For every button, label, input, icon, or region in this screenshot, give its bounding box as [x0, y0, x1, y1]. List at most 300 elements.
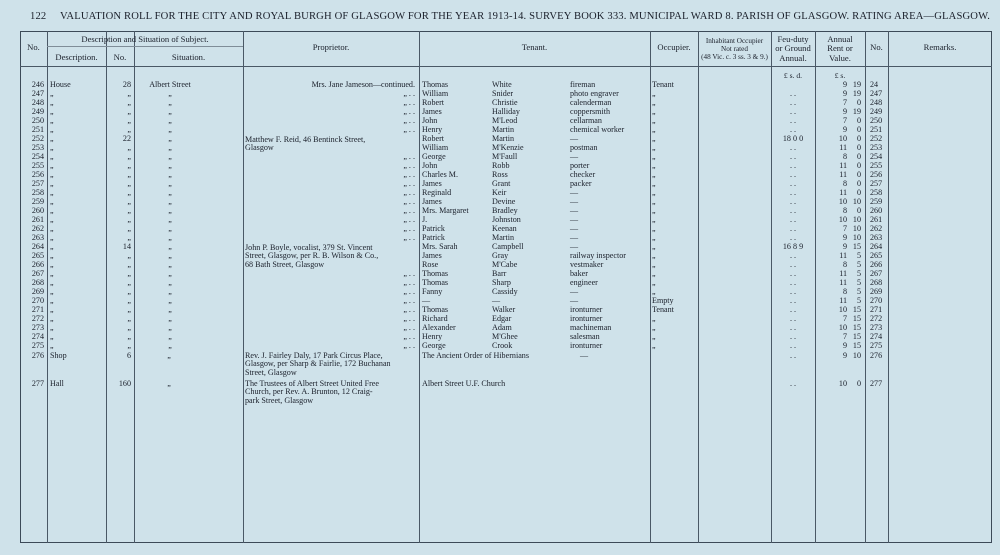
row-rent-pounds: 11 — [839, 169, 847, 179]
row-rent-pounds: 9 — [842, 88, 847, 98]
row-number: „ — [127, 223, 131, 233]
row-proprietor: „ . . — [403, 268, 415, 278]
row-occupier: „ — [652, 340, 656, 350]
row-situation: „ — [168, 142, 172, 152]
row-rent-pounds: 10 — [838, 304, 847, 314]
row-occupier: „ — [652, 322, 656, 332]
row-rent-shillings: 5 — [856, 259, 861, 269]
row-tenant-first-name: Rose — [422, 259, 439, 269]
row-proprietor: „ . . — [403, 214, 415, 224]
row-no-right: 268 — [870, 277, 883, 287]
row-occupier: „ — [652, 133, 656, 143]
row-no-right: 264 — [870, 241, 883, 251]
row-proprietor: „ . . — [403, 322, 415, 332]
row-no-right: 274 — [870, 331, 883, 341]
row-no: 267 — [31, 268, 44, 278]
col-header-number: No. — [113, 52, 127, 62]
row-rent-shillings: 10 — [852, 232, 861, 242]
row-description: „ — [50, 268, 54, 278]
row-description: „ — [50, 277, 54, 287]
proprietor-daly — [245, 352, 391, 377]
row-proprietor: „ . . — [403, 232, 415, 242]
row-tenant-first-name: William — [422, 88, 449, 98]
row-tenant-surname: Gray — [492, 250, 509, 260]
row-rent-pounds: 7 — [842, 313, 847, 323]
row-feu: . . — [789, 331, 797, 341]
row-no: 258 — [31, 187, 44, 197]
row-no: 253 — [31, 142, 44, 152]
row-number: „ — [127, 142, 131, 152]
row-rent-shillings: 10 — [852, 223, 861, 233]
row-occupation: ironturner — [570, 304, 603, 314]
row-proprietor: „ . . — [403, 169, 415, 179]
row-proprietor: „ . . — [403, 277, 415, 287]
row-no-right: 254 — [870, 151, 883, 161]
row-rent-shillings: 15 — [852, 313, 861, 323]
proprietor-boyle — [245, 244, 378, 269]
row-rent-pounds: 8 — [842, 259, 847, 269]
row-rent-shillings: 0 — [856, 169, 861, 179]
row-no-right: 257 — [870, 178, 883, 188]
row-tenant-surname: M'Ghee — [492, 331, 518, 341]
row-occupier: „ — [652, 106, 656, 116]
row-occupation: — — [570, 286, 579, 296]
row-description: „ — [50, 187, 54, 197]
row-number: „ — [127, 250, 131, 260]
row-occupier: „ — [652, 277, 656, 287]
col-header-no: No. — [27, 42, 40, 52]
row-situation: „ — [168, 295, 172, 305]
row-feu: 18 0 0 — [782, 133, 804, 143]
row-rent-shillings: 5 — [856, 250, 861, 260]
row-situation: „ — [168, 223, 172, 233]
table-row — [0, 315, 1000, 323]
row-feu: . . — [789, 250, 797, 260]
row-no: 247 — [31, 88, 44, 98]
row-occupation: baker — [570, 268, 588, 278]
row-tenant-surname: Cassidy — [492, 286, 518, 296]
row-description: „ — [50, 160, 54, 170]
table-row — [0, 252, 1000, 260]
row-description: „ — [50, 205, 54, 215]
row-rent-shillings: 19 — [852, 106, 861, 116]
row-no-right: 266 — [870, 259, 883, 269]
row-tenant-first-name: John — [422, 115, 438, 125]
row-tenant-first-name: — — [422, 295, 431, 305]
row-tenant-first-name: Thomas — [422, 277, 449, 287]
row-description: „ — [50, 259, 54, 269]
row-no-right: 271 — [870, 304, 883, 314]
row-rent-shillings: 0 — [856, 115, 861, 125]
col-header-inhabitant-line: (48 Vic. c. 3 ss. 3 & 9.) — [701, 53, 768, 62]
row-no-right: 269 — [870, 286, 883, 296]
row-rent-shillings: 0 — [856, 187, 861, 197]
row-occupier: „ — [652, 223, 656, 233]
row-description: „ — [50, 169, 54, 179]
col-header-rent-line: Rent or — [827, 43, 853, 54]
row-proprietor: „ . . — [403, 178, 415, 188]
row-feu: . . — [789, 160, 797, 170]
table-row — [0, 144, 1000, 152]
row-description: „ — [50, 340, 54, 350]
col-header-description: Description. — [55, 52, 98, 62]
row-no: 256 — [31, 169, 44, 179]
row-no: 276 — [31, 351, 44, 360]
row-tenant-first-name: George — [422, 340, 446, 350]
row-occupier: „ — [652, 250, 656, 260]
row-feu: . . — [789, 313, 797, 323]
proprietor-line: park Street, Glasgow — [245, 395, 314, 405]
row-no: 275 — [31, 340, 44, 350]
row-tenant-first-name: James — [422, 178, 442, 188]
row-situation: „ — [168, 241, 172, 251]
row-no: 249 — [31, 106, 44, 116]
table-row — [0, 216, 1000, 224]
row-occupier: „ — [652, 187, 656, 197]
proprietor-line: Street, Glasgow — [245, 367, 297, 377]
row-tenant-first-name: George — [422, 151, 446, 161]
row-no-right: 265 — [870, 250, 883, 260]
row-feu: . . — [789, 379, 797, 388]
row-feu: . . — [789, 277, 797, 287]
table-row — [0, 207, 1000, 215]
row-no: 248 — [31, 97, 44, 107]
row-rent-pounds: 11 — [839, 295, 847, 305]
row-tenant-surname: White — [492, 79, 512, 89]
row-feu: . . — [789, 205, 797, 215]
row-feu: . . — [789, 340, 797, 350]
row-rent-pounds: 7 — [842, 115, 847, 125]
row-tenant-surname: Bradley — [492, 205, 518, 215]
row-tenant-first-name: James — [422, 250, 442, 260]
row-rent-shillings: 19 — [852, 79, 861, 89]
row-tenant-surname: Christie — [492, 97, 518, 107]
row-rent-pounds: 11 — [839, 160, 847, 170]
row-tenant-first-name: Charles M. — [422, 169, 458, 179]
row-feu: . . — [789, 196, 797, 206]
col-header-rent-line: Annual — [827, 34, 853, 44]
row-situation: „ — [168, 304, 172, 314]
row-proprietor: „ . . — [403, 223, 415, 233]
row-situation: „ — [168, 133, 172, 143]
row-feu: . . — [789, 304, 797, 314]
row-rent-pounds: 8 — [842, 205, 847, 215]
row-description: Hall — [50, 379, 64, 388]
row-tenant-surname: Devine — [492, 196, 516, 206]
row-no: 266 — [31, 259, 44, 269]
row-occupier: Empty — [652, 295, 674, 305]
row-no-right: 255 — [870, 160, 883, 170]
row-proprietor: „ . . — [403, 295, 415, 305]
row-number: „ — [127, 115, 131, 125]
row-no-right: 258 — [870, 187, 883, 197]
row-rent-shillings: 0 — [856, 97, 861, 107]
row-feu: . . — [789, 214, 797, 224]
proprietor-trustees — [245, 380, 379, 405]
table-row — [0, 126, 1000, 134]
rent-currency-label: £ s. — [834, 71, 846, 80]
row-tenant-surname: Martin — [492, 232, 515, 242]
row-proprietor: „ . . — [403, 313, 415, 323]
row-no-right: 252 — [870, 133, 883, 143]
row-tenant: The Ancient Order of Hibernians — [422, 351, 529, 360]
row-no-right: 24 — [870, 79, 879, 89]
table-row — [0, 171, 1000, 179]
row-tenant-surname: Campbell — [492, 241, 524, 251]
row-tenant-first-name: Mrs. Sarah — [422, 241, 458, 251]
row-number: „ — [127, 340, 131, 350]
rule — [20, 66, 992, 67]
table-row — [0, 261, 1000, 269]
row-occupation: chemical worker — [570, 124, 625, 134]
row-rent-pounds: 9 — [842, 232, 847, 242]
row-occupation: — — [570, 223, 579, 233]
row-rent-shillings: 0 — [856, 124, 861, 134]
row-no-right: 273 — [870, 322, 883, 332]
row-occupier: „ — [652, 97, 656, 107]
row-occupation: — — [570, 205, 579, 215]
row-occupation: coppersmith — [570, 106, 611, 116]
table-row — [0, 198, 1000, 206]
row-no: 264 — [31, 241, 44, 251]
row-occupation: — — [570, 232, 579, 242]
row-occupation: — — [570, 241, 579, 251]
col-header-remarks: Remarks. — [923, 42, 957, 52]
row-proprietor: Mrs. Jane Jameson—continued. — [311, 79, 415, 89]
row-occupier: Tenant — [652, 304, 674, 314]
row-occupier: „ — [652, 115, 656, 125]
row-tenant-surname: Johnston — [492, 214, 521, 224]
row-no-right: 251 — [870, 124, 883, 134]
row-proprietor: „ . . — [403, 97, 415, 107]
row-occupation: — — [570, 133, 579, 143]
row-occupation: engineer — [570, 277, 598, 287]
row-description: „ — [50, 106, 54, 116]
row-situation: „ — [168, 214, 172, 224]
col-header-feu-line: Feu-duty — [777, 34, 809, 44]
row-occupation: calenderman — [570, 97, 612, 107]
row-tenant-surname: Grant — [492, 178, 511, 188]
row-no: 262 — [31, 223, 44, 233]
row-occupation: packer — [570, 178, 592, 188]
row-description: „ — [50, 241, 54, 251]
row-situation: „ — [168, 286, 172, 296]
row-tenant-surname: Martin — [492, 133, 515, 143]
row-no-right: 262 — [870, 223, 883, 233]
table-row — [0, 153, 1000, 161]
page-title: VALUATION ROLL FOR THE CITY AND ROYAL BURGH OF GLASGOW FOR THE YEAR 1913-14. SURVEY BOOK 333. MUNICIPAL WARD 8. PARISH OF GLASGOW. RATING AREA—GLASGOW. — [60, 11, 991, 22]
row-tenant-first-name: Henry — [422, 331, 443, 341]
row-number: „ — [127, 151, 131, 161]
row-situation: „ — [168, 169, 172, 179]
row-situation: „ — [167, 351, 171, 360]
table-row — [0, 297, 1000, 305]
proprietor-line: The Trustees of Albert Street United Free — [245, 379, 379, 388]
row-occupier: „ — [652, 124, 656, 134]
row-rent-pounds: 11 — [839, 250, 847, 260]
row-rent-shillings: 0 — [856, 178, 861, 188]
row-situation: „ — [168, 259, 172, 269]
row-tenant-surname: M'Faull — [492, 151, 518, 161]
row-rent-shillings: 0 — [856, 133, 861, 143]
col-header-rent-line: Value. — [829, 52, 851, 63]
row-feu: . . — [789, 97, 797, 107]
row-proprietor: „ . . — [403, 205, 415, 215]
row-no: 265 — [31, 250, 44, 260]
row-description: „ — [50, 124, 54, 134]
row-description: Shop — [50, 351, 67, 360]
row-situation: „ — [168, 115, 172, 125]
row-tenant-surname: Adam — [492, 322, 512, 332]
row-rent-pounds: 9 — [842, 106, 847, 116]
row-rent-pounds: 9 — [842, 124, 847, 134]
row-proprietor: „ . . — [403, 88, 415, 98]
table-row — [0, 117, 1000, 125]
row-tenant-surname: — — [492, 295, 501, 305]
row-rent-shillings: 0 — [856, 205, 861, 215]
row-occupier: „ — [652, 151, 656, 161]
row-description: „ — [50, 232, 54, 242]
row-proprietor: „ . . — [403, 196, 415, 206]
row-rent-pounds: 8 — [842, 178, 847, 188]
row-occupier: „ — [652, 286, 656, 296]
row-tenant-first-name: Thomas — [422, 304, 449, 314]
row-description: „ — [50, 250, 54, 260]
row-occupier: „ — [652, 160, 656, 170]
row-tenant-first-name: Robert — [422, 133, 445, 143]
row-no-right: 250 — [870, 115, 883, 125]
row-occupier: „ — [652, 331, 656, 341]
row-tenant-first-name: Fanny — [422, 286, 443, 296]
proprietor-line: Church, per Rev. A. Brunton, 12 Craig- — [245, 387, 373, 397]
row-description: „ — [50, 331, 54, 341]
row-tenant-first-name: Thomas — [422, 268, 449, 278]
row-number: „ — [127, 268, 131, 278]
row-occupation: photo engraver — [570, 88, 619, 98]
row-rent-pounds: 7 — [842, 97, 847, 107]
row-feu: . . — [789, 259, 797, 269]
row-occupier: „ — [652, 205, 656, 215]
row-occupier: „ — [652, 169, 656, 179]
row-number: „ — [127, 160, 131, 170]
row-tenant-surname: Martin — [492, 124, 515, 134]
table-row — [0, 243, 1000, 251]
row-number: „ — [127, 88, 131, 98]
row-no: 268 — [31, 277, 44, 287]
row-rent-shillings: 5 — [856, 268, 861, 278]
row-feu: . . — [789, 322, 797, 332]
row-rent-pounds: 7 — [842, 331, 847, 341]
row-rent-shillings: 0 — [856, 160, 861, 170]
row-situation: „ — [168, 160, 172, 170]
row-tenant-first-name: Alexander — [422, 322, 456, 332]
row-situation: „ — [168, 187, 172, 197]
row-tenant-first-name: James — [422, 196, 442, 206]
row-occupation: salesman — [570, 331, 600, 341]
row-occupation: ironturner — [570, 340, 603, 350]
table-row — [0, 234, 1000, 242]
row-description: „ — [50, 178, 54, 188]
row-no: 250 — [31, 115, 44, 125]
row-description: „ — [50, 151, 54, 161]
row-no-right: 277 — [870, 379, 883, 388]
row-no-right: 261 — [870, 214, 883, 224]
row-proprietor: „ . . — [403, 151, 415, 161]
row-situation: „ — [168, 106, 172, 116]
row-tenant-first-name: James — [422, 106, 442, 116]
row-occupation: — — [580, 351, 589, 360]
row-number: 14 — [122, 241, 131, 251]
col-header-feu-line: Annual. — [779, 52, 807, 63]
row-tenant-surname: M'Kenzie — [492, 142, 524, 152]
table-row — [0, 108, 1000, 116]
row-description: „ — [50, 133, 54, 143]
row-description: „ — [50, 295, 54, 305]
table-row — [0, 342, 1000, 350]
row-occupation: ironturner — [570, 313, 603, 323]
row-no: 271 — [31, 304, 44, 314]
row-no: 270 — [31, 295, 44, 305]
row-feu: . . — [789, 286, 797, 296]
row-proprietor: „ . . — [403, 286, 415, 296]
row-tenant-surname: Ross — [492, 169, 508, 179]
row-tenant-first-name: Robert — [422, 97, 445, 107]
row-feu: . . — [789, 232, 797, 242]
row-occupation: cellarman — [570, 115, 602, 125]
row-tenant-first-name: Mrs. Margaret — [422, 205, 469, 215]
proprietor-line: Street, Glasgow, per R. B. Wilson & Co., — [245, 251, 379, 261]
row-no-right: 248 — [870, 97, 883, 107]
row-description: „ — [50, 214, 54, 224]
row-occupation: — — [570, 196, 579, 206]
row-rent-shillings: 10 — [852, 196, 861, 206]
row-number: 28 — [122, 79, 131, 89]
col-header-inhabitant-line: Not rated — [721, 45, 748, 54]
row-feu: . . — [789, 223, 797, 233]
row-proprietor: „ . . — [403, 124, 415, 134]
row-no: 263 — [31, 232, 44, 242]
col-header-feu-line: or Ground — [775, 43, 811, 54]
row-occupation: vestmaker — [570, 259, 604, 269]
row-feu: . . — [789, 124, 797, 134]
row-rent-shillings: 15 — [852, 340, 861, 350]
col-header-situation: Situation. — [171, 52, 206, 62]
row-rent-pounds: 11 — [839, 142, 847, 152]
row-number: „ — [127, 331, 131, 341]
row-tenant-surname: M'Leod — [492, 115, 518, 125]
row-tenant-surname: Keir — [492, 187, 507, 197]
row-description: „ — [50, 322, 54, 332]
row-situation: „ — [168, 322, 172, 332]
row-feu: . . — [789, 115, 797, 125]
col-header-inhabitant-line: Inhabitant Occupier — [705, 37, 764, 45]
row-no-right: 247 — [870, 88, 883, 98]
row-occupier: „ — [652, 142, 656, 152]
row-tenant-surname: Robb — [492, 160, 510, 170]
row-tenant-surname: Edgar — [492, 313, 512, 323]
row-number: „ — [127, 196, 131, 206]
row-rent-shillings: 0 — [856, 151, 861, 161]
row-rent-pounds: 10 — [838, 322, 847, 332]
row-feu: . . — [789, 151, 797, 161]
table-row — [0, 180, 1000, 188]
row-number: „ — [127, 187, 131, 197]
row-rent-shillings: 0 — [856, 379, 861, 388]
row-rent-pounds: 9 — [842, 340, 847, 350]
row-tenant-first-name: William — [422, 142, 449, 152]
row-rent-pounds: 11 — [839, 187, 847, 197]
row-situation: „ — [167, 379, 171, 388]
